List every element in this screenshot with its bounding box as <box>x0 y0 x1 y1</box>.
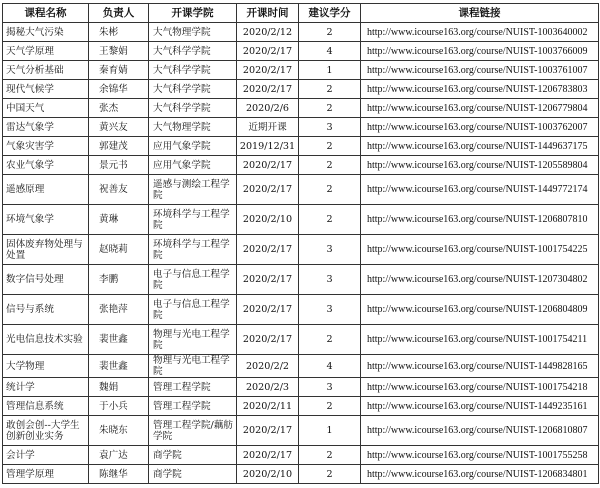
table-row <box>3 416 599 446</box>
start-date-cell: 2020/2/11 <box>237 397 299 416</box>
lead-cell: 祝善友 <box>89 175 149 205</box>
credit-cell: 2 <box>299 465 361 484</box>
lead-cell: 魏娟 <box>89 378 149 397</box>
course-link[interactable]: http://www.icourse163.org/course/NUIST-1001754218 <box>361 378 599 397</box>
credit-cell: 2 <box>299 156 361 175</box>
start-date-cell: 2020/2/10 <box>237 205 299 235</box>
course-link[interactable]: http://www.icourse163.org/course/NUIST-1206779804 <box>361 99 599 118</box>
start-date-cell: 2020/2/17 <box>237 325 299 355</box>
credit-cell: 2 <box>299 325 361 355</box>
start-date-cell: 2020/2/2 <box>237 355 299 378</box>
credit-cell: 2 <box>299 137 361 156</box>
course-link[interactable]: http://www.icourse163.org/course/NUIST-1003762007 <box>361 118 599 137</box>
lead-cell: 裴世鑫 <box>89 355 149 378</box>
table-row <box>3 23 599 42</box>
course-link[interactable]: http://www.icourse163.org/course/NUIST-1206834801 <box>361 465 599 484</box>
college-cell: 物理与光电工程学院 <box>149 355 237 378</box>
lead-cell: 朱晓东 <box>89 416 149 446</box>
header-credit: 建议学分 <box>299 4 361 23</box>
credit-cell: 4 <box>299 355 361 378</box>
header-link: 课程链接 <box>361 4 599 23</box>
table-row <box>3 205 599 235</box>
start-date-cell: 2020/2/17 <box>237 265 299 295</box>
start-date-cell: 2020/2/17 <box>237 156 299 175</box>
table-row <box>3 61 599 80</box>
course-name-cell: 农业气象学 <box>3 156 89 175</box>
credit-cell: 1 <box>299 416 361 446</box>
course-link[interactable]: http://www.icourse163.org/course/NUIST-1449772174 <box>361 175 599 205</box>
course-link[interactable]: http://www.icourse163.org/course/NUIST-1001754225 <box>361 235 599 265</box>
credit-cell: 2 <box>299 99 361 118</box>
college-cell: 大气物理学院 <box>149 23 237 42</box>
course-link[interactable]: http://www.icourse163.org/course/NUIST-1206783803 <box>361 80 599 99</box>
header-lead: 负责人 <box>89 4 149 23</box>
credit-cell: 3 <box>299 378 361 397</box>
college-cell: 大气科学学院 <box>149 42 237 61</box>
course-link[interactable]: http://www.icourse163.org/course/NUIST-1003640002 <box>361 23 599 42</box>
start-date-cell: 2020/2/17 <box>237 42 299 61</box>
lead-cell: 裴世鑫 <box>89 325 149 355</box>
college-cell: 电子与信息工程学院 <box>149 295 237 325</box>
table-row <box>3 397 599 416</box>
table-row <box>3 42 599 61</box>
credit-cell: 3 <box>299 295 361 325</box>
course-link[interactable]: http://www.icourse163.org/course/NUIST-1207304802 <box>361 265 599 295</box>
course-link[interactable]: http://www.icourse163.org/course/NUIST-1206804809 <box>361 295 599 325</box>
college-cell: 商学院 <box>149 446 237 465</box>
course-table <box>2 3 599 484</box>
lead-cell: 赵晓莉 <box>89 235 149 265</box>
course-link[interactable]: http://www.icourse163.org/course/NUIST-1003761007 <box>361 61 599 80</box>
start-date-cell: 2020/2/6 <box>237 99 299 118</box>
course-name-cell: 天气学原理 <box>3 42 89 61</box>
course-name-cell: 统计学 <box>3 378 89 397</box>
college-cell: 管理工程学院 <box>149 378 237 397</box>
credit-cell: 1 <box>299 61 361 80</box>
course-link[interactable]: http://www.icourse163.org/course/NUIST-1449637175 <box>361 137 599 156</box>
table-row <box>3 118 599 137</box>
college-cell: 环境科学与工程学院 <box>149 235 237 265</box>
course-link[interactable]: http://www.icourse163.org/course/NUIST-1003766009 <box>361 42 599 61</box>
start-date-cell: 2020/2/17 <box>237 175 299 205</box>
table-row <box>3 265 599 295</box>
table-row <box>3 378 599 397</box>
lead-cell: 余锦华 <box>89 80 149 99</box>
course-table-container <box>2 3 598 484</box>
college-cell: 管理工程学院/藕舫学院 <box>149 416 237 446</box>
header-course-name: 课程名称 <box>3 4 89 23</box>
lead-cell: 张艳萍 <box>89 295 149 325</box>
course-name-cell: 环境气象学 <box>3 205 89 235</box>
college-cell: 环境科学与工程学院 <box>149 205 237 235</box>
college-cell: 遥感与测绘工程学院 <box>149 175 237 205</box>
lead-cell: 黄兴友 <box>89 118 149 137</box>
course-link[interactable]: http://www.icourse163.org/course/NUIST-1001755258 <box>361 446 599 465</box>
start-date-cell: 2020/2/17 <box>237 61 299 80</box>
course-name-cell: 数字信号处理 <box>3 265 89 295</box>
college-cell: 商学院 <box>149 465 237 484</box>
table-row <box>3 137 599 156</box>
credit-cell: 2 <box>299 175 361 205</box>
lead-cell: 朱彬 <box>89 23 149 42</box>
course-link[interactable]: http://www.icourse163.org/course/NUIST-1449828165 <box>361 355 599 378</box>
lead-cell: 于小兵 <box>89 397 149 416</box>
course-name-cell: 管理信息系统 <box>3 397 89 416</box>
course-name-cell: 管理学原理 <box>3 465 89 484</box>
start-date-cell: 2019/12/31 <box>237 137 299 156</box>
lead-cell: 袁广达 <box>89 446 149 465</box>
college-cell: 应用气象学院 <box>149 137 237 156</box>
table-row <box>3 175 599 205</box>
lead-cell: 秦育婧 <box>89 61 149 80</box>
table-row <box>3 80 599 99</box>
credit-cell: 3 <box>299 235 361 265</box>
table-row <box>3 446 599 465</box>
table-row <box>3 355 599 378</box>
course-name-cell: 现代气候学 <box>3 80 89 99</box>
course-name-cell: 会计学 <box>3 446 89 465</box>
start-date-cell: 2020/2/17 <box>237 416 299 446</box>
start-date-cell: 2020/2/10 <box>237 465 299 484</box>
credit-cell: 4 <box>299 42 361 61</box>
start-date-cell: 2020/2/17 <box>237 295 299 325</box>
lead-cell: 郭建茂 <box>89 137 149 156</box>
table-row <box>3 235 599 265</box>
table-header-row <box>3 4 599 23</box>
college-cell: 管理工程学院 <box>149 397 237 416</box>
credit-cell: 2 <box>299 80 361 99</box>
course-name-cell: 遥感原理 <box>3 175 89 205</box>
course-name-cell: 气象灾害学 <box>3 137 89 156</box>
course-link[interactable]: http://www.icourse163.org/course/NUIST-1205589804 <box>361 156 599 175</box>
credit-cell: 3 <box>299 265 361 295</box>
college-cell: 大气物理学院 <box>149 118 237 137</box>
course-name-cell: 揭秘大气污染 <box>3 23 89 42</box>
table-row <box>3 295 599 325</box>
table-body <box>3 23 599 484</box>
table-row <box>3 156 599 175</box>
lead-cell: 张杰 <box>89 99 149 118</box>
college-cell: 大气科学学院 <box>149 80 237 99</box>
course-link[interactable]: http://www.icourse163.org/course/NUIST-1001754211 <box>361 325 599 355</box>
start-date-cell: 近期开课 <box>237 118 299 137</box>
credit-cell: 3 <box>299 118 361 137</box>
course-name-cell: 固体废弃物处理与处置 <box>3 235 89 265</box>
start-date-cell: 2020/2/12 <box>237 23 299 42</box>
credit-cell: 2 <box>299 205 361 235</box>
course-name-cell: 光电信息技术实验 <box>3 325 89 355</box>
college-cell: 物理与光电工程学院 <box>149 325 237 355</box>
start-date-cell: 2020/2/17 <box>237 80 299 99</box>
course-name-cell: 大学物理 <box>3 355 89 378</box>
lead-cell: 李鹏 <box>89 265 149 295</box>
lead-cell: 王黎娟 <box>89 42 149 61</box>
course-name-cell: 天气分析基础 <box>3 61 89 80</box>
credit-cell: 2 <box>299 23 361 42</box>
header-start-date: 开课时间 <box>237 4 299 23</box>
table-row <box>3 325 599 355</box>
course-link[interactable]: http://www.icourse163.org/course/NUIST-1206807810 <box>361 205 599 235</box>
start-date-cell: 2020/2/3 <box>237 378 299 397</box>
course-link[interactable]: http://www.icourse163.org/course/NUIST-1449235161 <box>361 397 599 416</box>
table-row <box>3 465 599 484</box>
lead-cell: 景元书 <box>89 156 149 175</box>
course-name-cell: 雷达气象学 <box>3 118 89 137</box>
college-cell: 大气科学学院 <box>149 61 237 80</box>
course-name-cell: 中国天气 <box>3 99 89 118</box>
college-cell: 大气科学学院 <box>149 99 237 118</box>
start-date-cell: 2020/2/17 <box>237 235 299 265</box>
course-name-cell: 信号与系统 <box>3 295 89 325</box>
lead-cell: 陈继华 <box>89 465 149 484</box>
header-college: 开课学院 <box>149 4 237 23</box>
course-link[interactable]: http://www.icourse163.org/course/NUIST-1206810807 <box>361 416 599 446</box>
credit-cell: 2 <box>299 397 361 416</box>
course-name-cell: 敢创会创--大学生创新创业实务 <box>3 416 89 446</box>
lead-cell: 黄琳 <box>89 205 149 235</box>
college-cell: 应用气象学院 <box>149 156 237 175</box>
college-cell: 电子与信息工程学院 <box>149 265 237 295</box>
table-row <box>3 99 599 118</box>
start-date-cell: 2020/2/17 <box>237 446 299 465</box>
credit-cell: 2 <box>299 446 361 465</box>
